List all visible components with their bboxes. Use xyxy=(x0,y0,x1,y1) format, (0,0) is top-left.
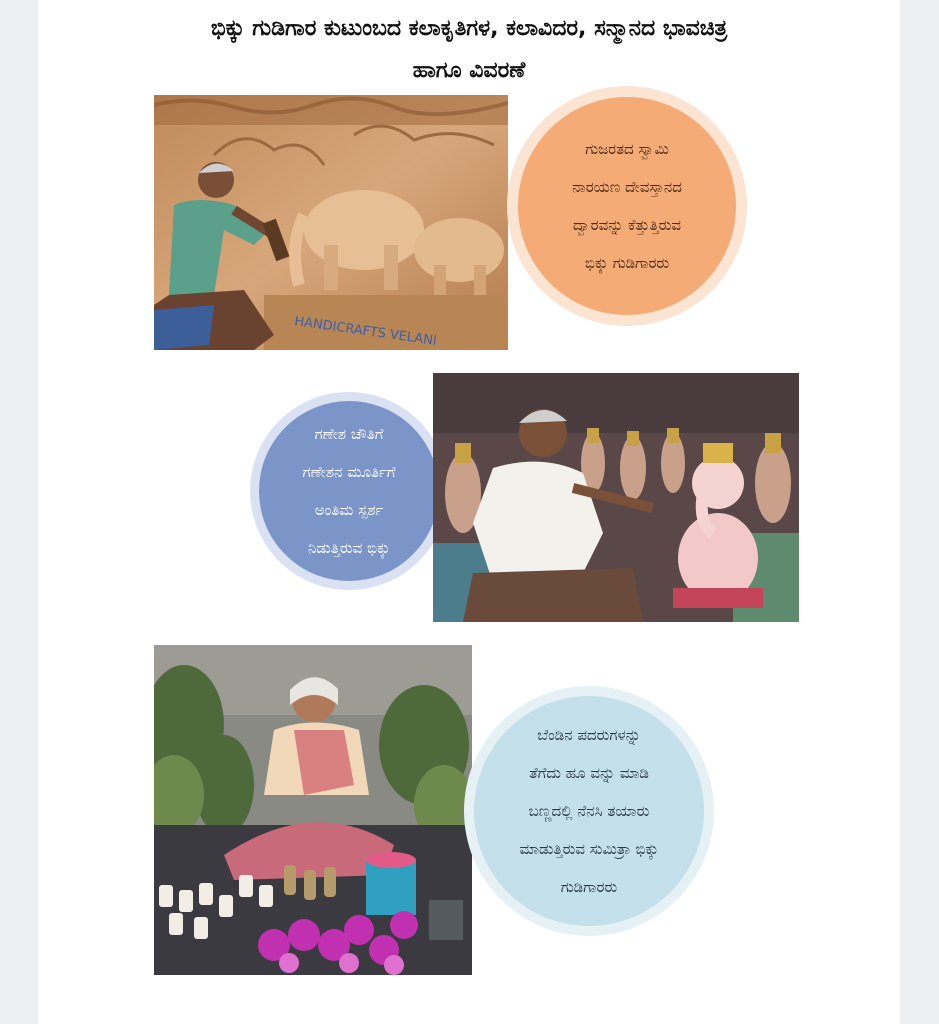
page-title-line2: ಹಾಗೂ ವಿವರಣೆ xyxy=(412,58,526,83)
caption-line: ಭಿಕ್ಕು ಗುಡಿಗಾರರು xyxy=(584,254,670,272)
caption-line: ಗಣೇಶನ ಮೂರ್ತಿಗೆ xyxy=(302,463,396,481)
caption-line: ಗುಡಿಗಾರರು xyxy=(560,878,618,896)
ganesha-idol-painter-photo xyxy=(433,373,799,622)
caption-line: ಬಣ್ಣದಲ್ಲಿ ನೆನಸಿ ತಯಾರು xyxy=(528,802,650,820)
woman-making-flowers-photo xyxy=(154,645,472,975)
caption-line: ಗಣೇಶ ಚೌತಿಗೆ xyxy=(314,425,384,443)
caption-circle-ganesha xyxy=(250,392,448,590)
caption-line: ತೆಗೆದು ಹೂ ವನ್ನು ಮಾಡಿ xyxy=(529,764,649,782)
caption-circle-woodcarving xyxy=(507,86,747,326)
caption-line: ಗುಜರತದ ಸ್ವಾಮಿ xyxy=(585,140,669,158)
caption-circle-inner xyxy=(474,696,704,926)
caption-line: ಅಂತಿಮ ಸ್ಪರ್ಶ xyxy=(314,501,384,519)
document-page xyxy=(38,0,900,1024)
caption-line: ನಿಡುತ್ತಿರುವ ಭಿಕ್ಕು xyxy=(307,539,391,557)
caption-line: ಮಾಡುತ್ತಿರುವ ಸುಮಿತ್ರಾ ಭಿಕ್ಕು xyxy=(519,840,659,858)
page-title: ಭಿಕ್ಕು ಗುಡಿಗಾರ ಕುಟುಂಬದ ಕಲಾಕೃತಿಗಳ, ಕಲಾವಿದರ, ಸನ್ಮಾನದ ಭಾವಚಿತ್ರ xyxy=(210,16,728,41)
caption-circle-inner xyxy=(518,97,736,315)
caption-line: ದ್ವಾರವನ್ನು ಕೆತ್ತುತ್ತಿರುವ xyxy=(572,216,682,234)
caption-line: ನಾರಯಣ ದೇವಸ್ತಾನದ xyxy=(572,178,682,196)
caption-circle-cork-flowers xyxy=(464,686,714,936)
caption-circle-inner xyxy=(259,401,439,581)
woodcarver-elephant-panel-photo xyxy=(154,95,508,350)
caption-line: ಬೆಂಡಿನ ಪದರುಗಳನ್ನು xyxy=(537,726,641,744)
svg-text:HANDICRAFTS VELANI: HANDICRAFTS VELANI xyxy=(293,314,438,349)
